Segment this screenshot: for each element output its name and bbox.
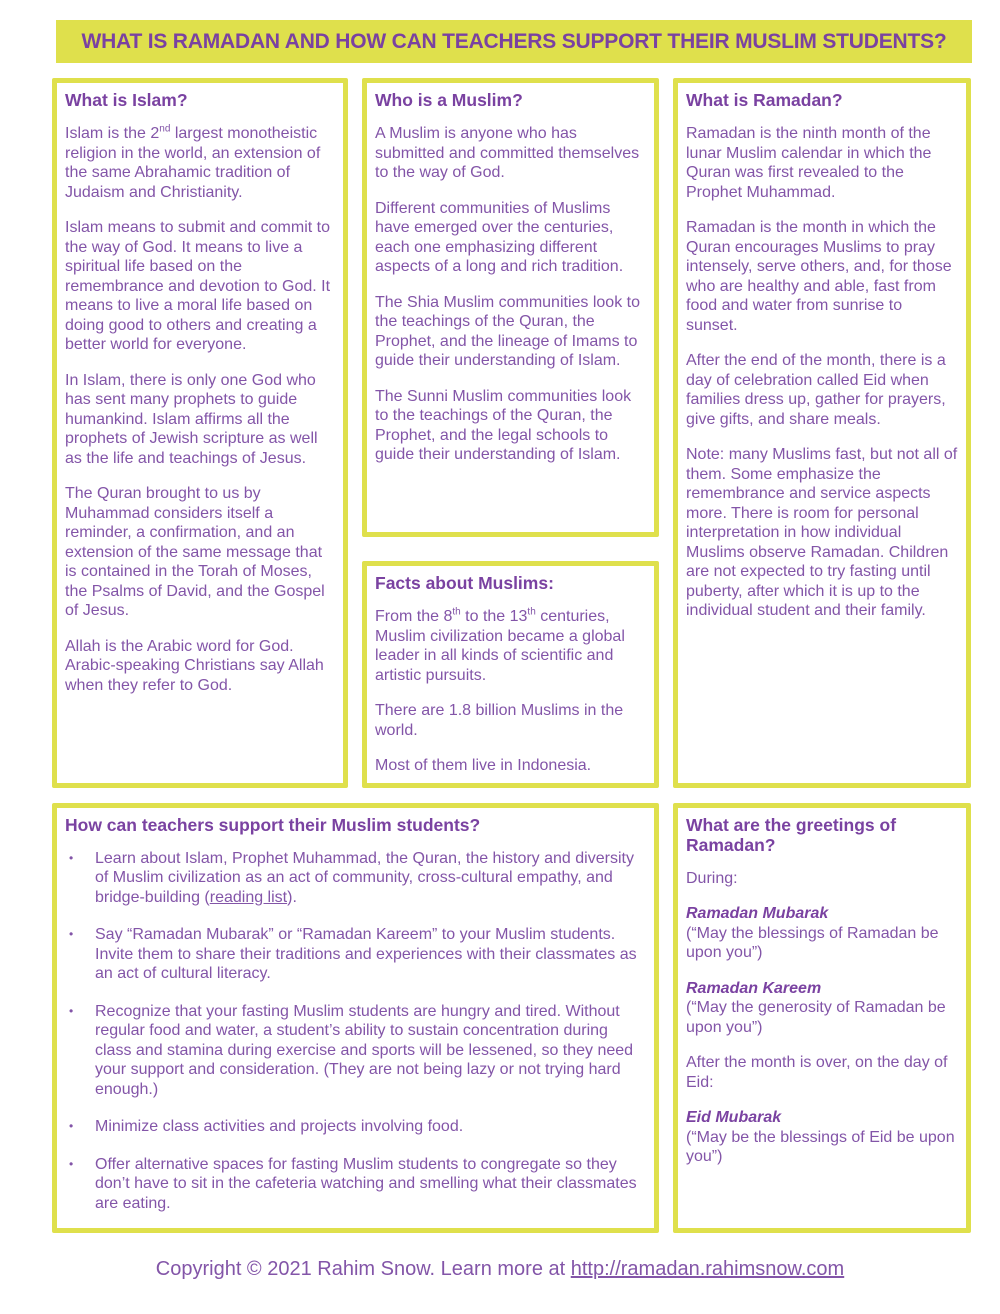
- ordinal-superscript: th: [452, 606, 461, 618]
- ramadan-paragraph-3: After the end of the month, there is a day of celebration called Eid when families dress up, gather for prayers, give gifts, and share meals.: [686, 352, 946, 428]
- list-item: [65, 925, 646, 984]
- bullet-icon: •: [69, 1003, 74, 1018]
- muslim-paragraph-1: A Muslim is anyone who has submitted and committed themselves to the way of God.: [375, 125, 640, 181]
- page: [0, 20, 1000, 1281]
- list-item: [65, 1117, 646, 1137]
- ordinal-superscript: nd: [159, 123, 171, 135]
- bullet-1-pre: Learn about Islam, Prophet Muhammad, the Quran, the history and diversity of Muslim civilization as an act of community, cross-cultural empathy, and bridge-building (: [95, 849, 634, 906]
- greeting-name: Ramadan Kareem: [686, 979, 822, 997]
- bullet-1-text: [95, 849, 646, 908]
- what-is-islam-heading: What is Islam?: [65, 90, 188, 110]
- footer-link[interactable]: http://ramadan.rahimsnow.com: [570, 1257, 845, 1280]
- what-is-ramadan-heading: What is Ramadan?: [686, 90, 843, 110]
- facts-paragraph-3: Most of them live in Indonesia.: [375, 757, 592, 774]
- greeting-ramadan-mubarak: [686, 904, 958, 963]
- teacher-support-list: [65, 849, 646, 1214]
- facts-p1-pre: From the 8: [375, 608, 453, 625]
- greeting-gloss: (“May the generosity of Ramadan be upon you”): [686, 999, 946, 1036]
- greeting-name: Ramadan Mubarak: [686, 905, 829, 922]
- greeting-eid-mubarak: [686, 1108, 958, 1167]
- list-item: [65, 1002, 646, 1100]
- muslim-paragraph-2: Different communities of Muslims have emerged over the centuries, each one emphasizing different aspects of a long and rich tradition.: [375, 199, 624, 275]
- facts-paragraph-1: [375, 607, 646, 685]
- ramadan-paragraph-2: Ramadan is the month in which the Quran encourages Muslims to pray intensely, serve others, and, for those who are healthy and able, fast from food and water from sunrise to sunset.: [686, 219, 952, 334]
- bullet-icon: •: [69, 1156, 74, 1171]
- islam-p1-pre: Islam is the 2: [65, 125, 160, 142]
- ramadan-paragraph-4: Note: many Muslims fast, but not all of them. Some emphasize the remembrance and service aspects more. There is room for personal interpretation in how individual Muslims observe Ramadan. Children are not expected to try fasting until puberty, after which it is up to the individual student and their family.: [686, 446, 958, 619]
- greetings-heading: What are the greetings of Ramadan?: [686, 814, 897, 855]
- list-item: [65, 849, 646, 908]
- box-teacher-support: [52, 803, 659, 1233]
- bullet-1-post: ).: [287, 888, 297, 906]
- reading-list-link[interactable]: reading list: [209, 888, 288, 906]
- content-grid: [52, 78, 973, 1233]
- greetings-during-label: During:: [686, 869, 738, 887]
- bullet-5-text: Offer alternative spaces for fasting Muslim students to congregate so they don’t have to sit in the cafeteria watching and smelling what their classmates are eating.: [95, 1155, 637, 1212]
- list-item: [65, 1155, 646, 1214]
- facts-p1-mid: to the 13: [460, 608, 528, 625]
- greeting-name: Eid Mubarak: [686, 1109, 782, 1126]
- islam-paragraph-2: Islam means to submit and commit to the way of God. It means to live a spiritual life based on the remembrance and devotion to God. It means to live a moral life based on doing good to others and creating a better world for everyone.: [65, 219, 331, 353]
- bullet-2-text: Say “Ramadan Mubarak” or “Ramadan Kareem” to your Muslim students. Invite them to share their traditions and experiences with their classmates as an act of cultural literacy.: [95, 926, 637, 982]
- copyright-text: Copyright © 2021 Rahim Snow. Learn more at: [155, 1257, 571, 1280]
- greeting-gloss: (“May be the blessings of Eid be upon you”): [686, 1128, 955, 1165]
- islam-paragraph-5: Allah is the Arabic word for God. Arabic-speaking Christians say Allah when they refer to God.: [65, 637, 324, 694]
- islam-paragraph-4: The Quran brought to us by Muhammad considers itself a reminder, a confirmation, and an extension of the same message that is contained in the Torah of Moses, the Psalms of David, and the Gospel of Jesus.: [65, 485, 325, 619]
- greeting-gloss: (“May the blessings of Ramadan be upon you”): [686, 924, 939, 961]
- muslim-paragraph-3: The Shia Muslim communities look to the teachings of the Quran, the Prophet, and the lineage of Imams to guide their understanding of Islam.: [375, 293, 640, 369]
- footer: [0, 1257, 1000, 1281]
- box-what-is-islam: [52, 78, 348, 788]
- facts-about-muslims-heading: Facts about Muslims:: [375, 573, 554, 593]
- title-banner: [56, 20, 972, 63]
- bullet-3-text: Recognize that your fasting Muslim students are hungry and tired. Without regular food and water, a student’s ability to sustain concentration during class and stamina during exercise and sports will be lessened, so they need your support and consideration. (They are not being lazy or not trying hard enough.): [95, 1002, 634, 1098]
- facts-p1-post: centuries, Muslim civilization became a global leader in all kinds of scientific and artistic pursuits.: [375, 608, 625, 684]
- page-title: WHAT IS RAMADAN AND HOW CAN TEACHERS SUPPORT THEIR MUSLIM STUDENTS?: [81, 29, 947, 53]
- column-2-stack: [362, 78, 659, 788]
- facts-paragraph-2: There are 1.8 billion Muslims in the world.: [375, 702, 624, 739]
- muslim-paragraph-4: The Sunni Muslim communities look to the teachings of the Quran, the Prophet, and the legal schools to guide their understanding of Islam.: [375, 387, 632, 463]
- islam-p1-post: largest monotheistic religion in the world, an extension of the same Abrahamic tradition of Judaism and Christianity.: [65, 125, 321, 201]
- greeting-ramadan-kareem: [686, 979, 958, 1038]
- box-greetings-of-ramadan: [673, 803, 971, 1233]
- box-facts-about-muslims: [362, 561, 659, 788]
- islam-paragraph-1: [65, 124, 335, 202]
- box-what-is-ramadan: [673, 78, 971, 788]
- bullet-icon: •: [69, 850, 74, 865]
- bullet-icon: •: [69, 1119, 74, 1133]
- who-is-a-muslim-heading: Who is a Muslim?: [375, 90, 523, 110]
- bullet-4-text: Minimize class activities and projects involving food.: [95, 1118, 464, 1135]
- islam-paragraph-3: In Islam, there is only one God who has sent many prophets to guide humankind. Islam affirms all the prophets of Jewish scripture as well as the life and teachings of Jesus.: [65, 371, 318, 467]
- ramadan-paragraph-1: Ramadan is the ninth month of the lunar Muslim calendar in which the Quran was first revealed to the Prophet Muhammad.: [686, 125, 932, 201]
- teacher-support-heading: How can teachers support their Muslim students?: [65, 814, 481, 835]
- ordinal-superscript: th: [527, 606, 536, 618]
- greetings-after-label: After the month is over, on the day of Eid:: [686, 1054, 948, 1091]
- bullet-icon: •: [69, 927, 74, 941]
- box-who-is-a-muslim: [362, 78, 659, 537]
